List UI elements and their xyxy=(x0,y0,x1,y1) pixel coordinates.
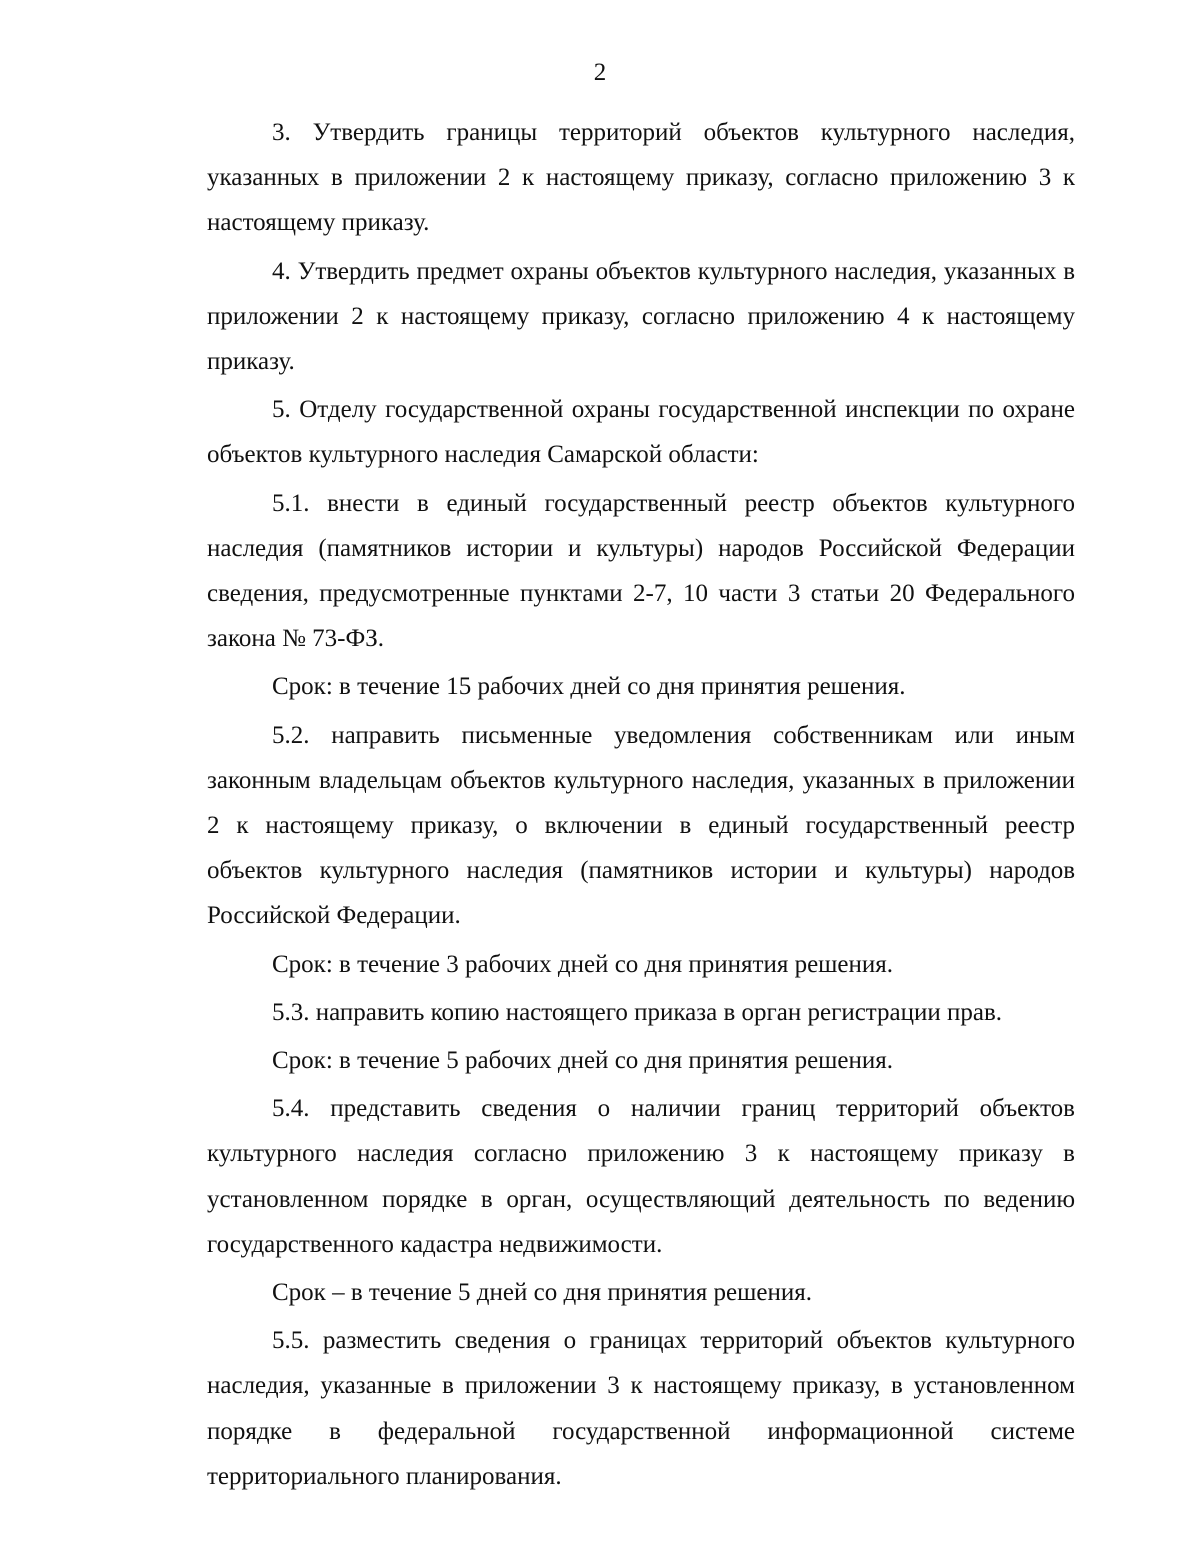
paragraph-item-5-3: 5.3. направить копию настоящего приказа в орган регистрации прав. xyxy=(272,998,1003,1026)
document-body xyxy=(207,110,1075,1499)
deadline-5-4: Срок – в течение 5 дней со дня принятия решения. xyxy=(272,1279,812,1307)
paragraph-item-4: 4. Утвердить предмет охраны объектов культурного наследия, указанных в приложении 2 к настоящему приказу, согласно приложению 4 к настоящему приказу. xyxy=(207,257,1075,376)
deadline-5-2: Срок: в течение 3 рабочих дней со дня принятия решения. xyxy=(272,950,894,978)
paragraph-item-5-1: 5.1. внести в единый государственный реестр объектов культурного наследия (памятников истории и культуры) народов Российской Федерации сведения, предусмотренные пунктами 2-7, 10 части 3 статьи 20 Федерального закона № 73-ФЗ. xyxy=(207,489,1075,653)
paragraph-item-3: 3. Утвердить границы территорий объектов культурного наследия, указанных в приложении 2 к настоящему приказу, согласно приложению 3 к настоящему приказу. xyxy=(207,119,1075,237)
paragraph-item-5-2: 5.2. направить письменные уведомления собственникам или иным законным владельцам объектов культурного наследия, указанных в приложении 2 к настоящему приказу, о включении в единый государственный реестр объектов культурного наследия (памятников истории и культуры) народов Российской Федерации. xyxy=(207,721,1075,930)
deadline-5-3: Срок: в течение 5 рабочих дней со дня принятия решения. xyxy=(272,1047,894,1075)
paragraph-item-5: 5. Отделу государственной охраны государственной инспекции по охране объектов культурного наследия Самарской области: xyxy=(207,396,1075,469)
deadline-5-1: Срок: в течение 15 рабочих дней со дня принятия решения. xyxy=(272,673,906,701)
paragraph-item-5-5: 5.5. разместить сведения о границах территорий объектов культурного наследия, указанные в приложении 3 к настоящему приказу, в установленном порядке в федеральной государственной информационной системе территориального планирования. xyxy=(207,1327,1075,1490)
paragraph-item-5-4: 5.4. представить сведения о наличии границ территорий объектов культурного наследия согласно приложению 3 к настоящему приказу в установленном порядке в орган, осуществляющий деятельность по ведению государственного кадастра недвижимости. xyxy=(207,1095,1075,1258)
page-number: 2 xyxy=(593,59,607,86)
